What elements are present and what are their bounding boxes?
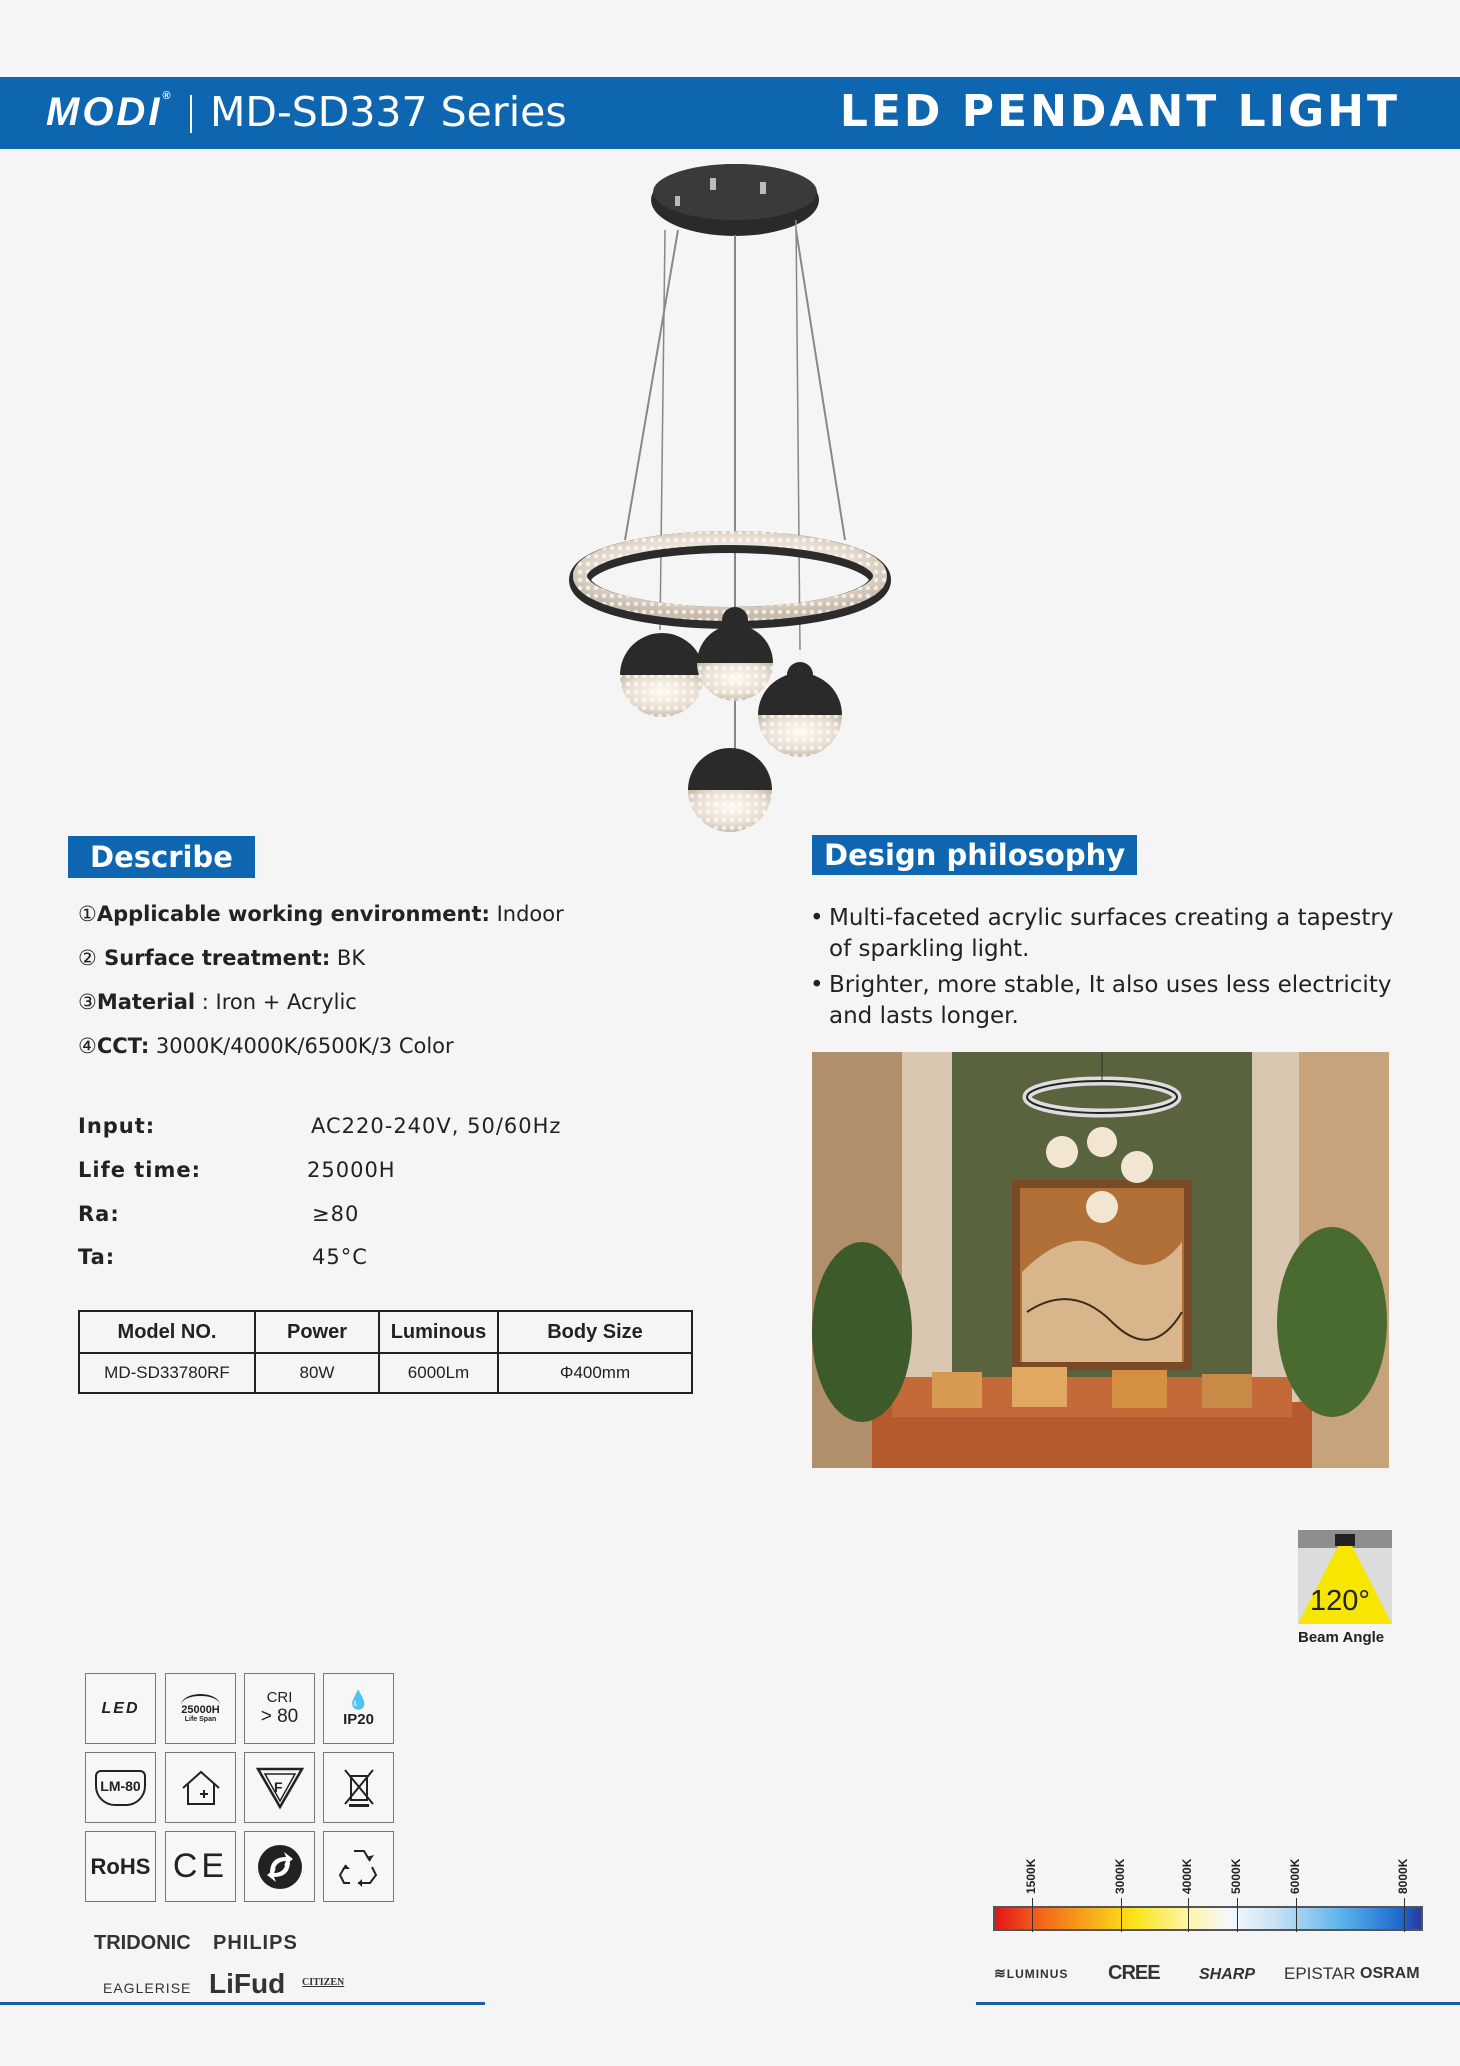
citizen-logo: CITIZEN — [302, 1977, 345, 1988]
ip20-icon: 💧 IP20 — [323, 1673, 394, 1744]
rohs-icon: RoHS — [85, 1831, 156, 1902]
spec-value: 25000H — [307, 1158, 396, 1182]
product-type-title: LED PENDANT LIGHT — [839, 86, 1400, 137]
green-dot-icon — [244, 1831, 315, 1902]
table-header: Luminous — [379, 1311, 498, 1353]
table-cell: Φ400mm — [498, 1353, 692, 1393]
beam-angle-value: 120° — [1310, 1585, 1370, 1617]
cct-tick — [1121, 1898, 1122, 1932]
table-cell: 6000Lm — [379, 1353, 498, 1393]
table-header: Body Size — [498, 1311, 692, 1353]
table-header: Model NO. — [79, 1311, 255, 1353]
table-cell: 80W — [255, 1353, 379, 1393]
luminus-logo: ≋LUMINUS — [994, 1965, 1069, 1981]
eaglerise-logo: EAGLERISE — [103, 1980, 192, 1996]
tridonic-logo: TRIDONIC — [94, 1932, 191, 1954]
bottom-right-rule — [976, 2002, 1460, 2005]
cct-tick — [1237, 1898, 1238, 1932]
cct-label: 8000K — [1396, 1858, 1410, 1894]
cct-label: 6000K — [1288, 1858, 1302, 1894]
weee-bin-icon — [323, 1752, 394, 1823]
beam-angle-label: Beam Angle — [1298, 1629, 1385, 1646]
cct-tick — [1404, 1898, 1405, 1932]
philosophy-bullet: • Multi-faceted acrylic surfaces creating a tapestry of sparkling light. — [810, 905, 1394, 962]
spec-value: AC220-240V, 50/60Hz — [311, 1114, 562, 1138]
spec-table — [78, 1310, 693, 1394]
f-mark-icon — [244, 1752, 315, 1823]
describe-item: ①Applicable working environment: Indoor — [78, 902, 564, 926]
describe-heading: Describe — [68, 836, 255, 878]
epistar-logo: EPISTAR — [1284, 1964, 1356, 1983]
cct-label: 4000K — [1180, 1858, 1194, 1894]
describe-item: ④CCT: 3000K/4000K/6500K/3 Color — [78, 1034, 454, 1058]
table-row — [79, 1353, 692, 1393]
table-header: Power — [255, 1311, 379, 1353]
header-divider — [190, 95, 192, 133]
cct-tick — [1032, 1898, 1033, 1932]
spec-label: Ta: — [78, 1245, 116, 1269]
spec-label: Ra: — [78, 1202, 120, 1226]
series-title: MD-SD337 Series — [210, 88, 567, 136]
philosophy-heading: Design philosophy — [812, 835, 1137, 875]
philosophy-list — [810, 903, 1410, 1032]
sharp-logo: SHARP — [1199, 1966, 1256, 1983]
cree-logo: CREE — [1108, 1962, 1160, 1984]
spec-label: Input: — [78, 1114, 156, 1138]
product-image — [560, 160, 900, 860]
cri-icon: CRI > 80 — [244, 1673, 315, 1744]
ce-icon: CE — [165, 1831, 236, 1902]
cct-label: 1500K — [1024, 1858, 1038, 1894]
table-header-row — [79, 1311, 692, 1353]
cct-color-bar — [993, 1906, 1423, 1931]
osram-logo: OSRAM — [1360, 1965, 1420, 1982]
table-cell: MD-SD33780RF — [79, 1353, 255, 1393]
cct-tick — [1188, 1898, 1189, 1932]
lifespan-icon: 25000H Life Span — [165, 1673, 236, 1744]
spec-value: ≥80 — [312, 1202, 360, 1226]
indoor-house-icon — [165, 1752, 236, 1823]
lm80-icon: LM-80 — [85, 1752, 156, 1823]
lifud-logo: LiFud — [209, 1968, 286, 1999]
svg-text:F: F — [273, 1778, 283, 1795]
philips-logo: PHILIPS — [213, 1932, 298, 1954]
bottom-left-rule — [0, 2002, 485, 2005]
describe-item: ③Material : Iron + Acrylic — [78, 990, 357, 1014]
philosophy-bullet: • Brighter, more stable, It also uses less electricity and lasts longer. — [810, 972, 1392, 1029]
brand-logo: MODI® — [46, 90, 174, 134]
describe-item: ② Surface treatment: BK — [78, 946, 366, 970]
spec-label: Life time: — [78, 1158, 202, 1182]
room-scene-image — [812, 1052, 1389, 1468]
water-drop-icon: 💧 — [347, 1689, 370, 1711]
cct-label: 3000K — [1113, 1858, 1127, 1894]
spec-value: 45°C — [312, 1245, 368, 1269]
cct-tick — [1296, 1898, 1297, 1932]
cct-label: 5000K — [1229, 1858, 1243, 1894]
led-icon: LED — [85, 1673, 156, 1744]
recycle-icon — [323, 1831, 394, 1902]
